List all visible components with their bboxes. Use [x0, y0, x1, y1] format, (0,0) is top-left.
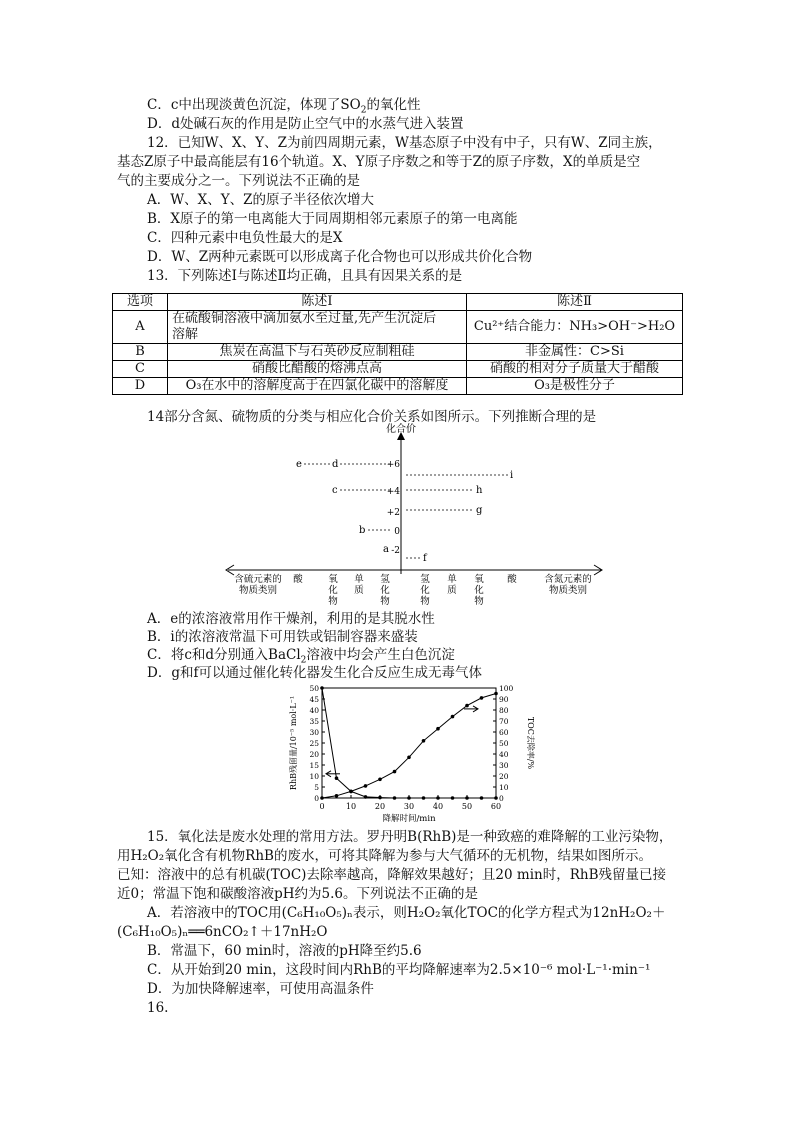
y-left-tick-label: 15: [309, 761, 319, 770]
toc-data-point: [465, 704, 469, 708]
cat-acid-s: 酸: [293, 574, 303, 585]
table-cell-option: B: [113, 344, 168, 361]
table-row: [113, 361, 683, 378]
toc-data-point: [407, 756, 411, 760]
y-left-tick-label: 20: [309, 750, 319, 759]
q12-stem-line3: 气的主要成分之一。下列说法不正确的是: [117, 173, 360, 189]
tick-plus2: +2: [386, 508, 400, 518]
table-cell-statement1: [168, 311, 467, 344]
cat-elem-n-2: 质: [447, 585, 457, 596]
table-row: [113, 344, 683, 361]
y-left-tick-label: 40: [309, 706, 319, 715]
rhb-toc-chart: [284, 680, 534, 830]
y-right-tick-label: 20: [499, 772, 509, 781]
label-a: a: [383, 544, 389, 555]
q15-option-a-line2: (C₆H₁₀O₅)ₙ══6nCO₂↑＋17nH₂O: [117, 924, 328, 940]
table-row: [113, 378, 683, 395]
table-cell-statement1: 硝酸比醋酸的熔沸点高: [168, 361, 467, 378]
toc-data-point: [436, 727, 440, 731]
table-header-cell: 选项: [113, 294, 168, 311]
cat-elem-s-2: 质: [354, 585, 364, 596]
cat-oxide-s-2: 化: [328, 585, 338, 596]
q12-stem-line1: 12．已知W、X、Y、Z为前四周期元素，W基态原子中没有中子，只有W、Z同主族，: [147, 135, 662, 151]
q12-option-a: A．W、X、Y、Z的原子半径依次增大: [147, 192, 375, 208]
cat-oxide-n-1: 氧: [474, 574, 484, 585]
label-e: e: [296, 459, 302, 470]
q14-stem: 14部分含氮、硫物质的分类与相应化合价关系如图所示。下列推断合理的是: [147, 409, 597, 425]
label-f: f: [423, 553, 427, 564]
table-cell-option: D: [113, 378, 168, 395]
x-tick-label: 50: [461, 802, 473, 811]
q14-option-d: D．g和f可以通过催化转化器发生化合反应生成无毒气体: [147, 665, 482, 681]
s-class-line2: 物质类别: [238, 585, 278, 596]
x-axis-label: 降解时间/min: [382, 814, 436, 824]
q11-option-d: D．d处碱石灰的作用是防止空气中的水蒸气进入装置: [147, 116, 464, 132]
x-tick-label: 40: [432, 802, 444, 811]
toc-data-point: [349, 790, 353, 794]
y-left-tick-label: 10: [309, 772, 319, 781]
rhb-data-point: [320, 686, 324, 690]
cat-hydride-s-1: 氢: [380, 574, 390, 585]
q12-option-d: D．W、Z两种元素既可以形成离子化合物也可以形成共价化合物: [147, 249, 533, 265]
toc-data-point: [393, 770, 397, 774]
table-row: [113, 311, 683, 344]
tick-zero: 0: [394, 527, 400, 537]
label-g: g: [476, 505, 483, 516]
label-h: h: [476, 485, 483, 496]
q12-stem-line2: 基态Z原子中最高能层有16个轨道。X、Y原子序数之和等于Z的原子序数，X的单质是空: [117, 154, 641, 170]
cat-hydride-s-2: 化: [380, 585, 390, 596]
rhb-data-point: [451, 796, 455, 800]
q15-option-b: B．常温下，60 min时，溶液的pH降至约5.6: [147, 943, 422, 959]
valence-diagram: [220, 424, 610, 607]
y-left-tick-label: 0: [314, 794, 319, 803]
q14-option-c: C．将c和d分别通入BaCl$_2$溶液中均会产生白色沉淀: [147, 647, 455, 666]
label-c: c: [332, 485, 338, 496]
y-left-tick-label: 30: [309, 728, 319, 737]
q15-option-a-line1: A．若溶液中的TOC用(C₆H₁₀O₅)ₙ表示，则H₂O₂氧化TOC的化学方程式为12nH₂O₂＋: [147, 905, 666, 921]
table-header-row: [113, 294, 683, 311]
table-cell-statement2: 非金属性：C>Si: [467, 344, 683, 361]
tick-minus2: -2: [391, 546, 400, 556]
toc-data-point: [451, 715, 455, 719]
table-cell-statement2: 硝酸的相对分子质量大于醋酸: [467, 361, 683, 378]
table-cell-statement1: O₃在水中的溶解度高于在四氯化碳中的溶解度: [168, 378, 467, 395]
cat-oxide-n-2: 化: [474, 585, 484, 596]
rhb-data-point: [494, 796, 498, 800]
table-header-cell: 陈述Ⅱ: [467, 294, 683, 311]
q15-stem-line4: 近0；常温下饱和碳酸溶液pH约为5.6。下列说法不正确的是: [117, 886, 478, 902]
axis-title: 化合价: [386, 424, 416, 435]
x-tick-label: 30: [403, 802, 415, 811]
q12-option-b: B．X原子的第一电离能大于同周期相邻元素原子的第一电离能: [147, 211, 518, 227]
q13-stem: 13．下列陈述Ⅰ与陈述Ⅱ均正确，且具有因果关系的是: [147, 268, 463, 284]
q15-option-c: C．从开始到20 min，这段时间内RhB的平均降解速率为2.5×10⁻⁶ mol·L⁻¹·min⁻¹: [147, 962, 651, 978]
rhb-data-point: [465, 796, 469, 800]
cat-elem-s-1: 单: [354, 574, 364, 585]
q13-table: [112, 293, 683, 395]
y-right-tick-label: 100: [499, 684, 514, 693]
y-right-tick-label: 70: [499, 717, 509, 726]
toc-data-point: [335, 794, 339, 798]
y-left-tick-label: 45: [309, 695, 319, 704]
cat-hydride-n-1: 氢: [420, 574, 430, 585]
rhb-data-point: [364, 795, 368, 799]
toc-data-point: [378, 778, 382, 782]
y-right-tick-label: 60: [499, 728, 509, 737]
n-class-line2: 物质类别: [548, 585, 588, 596]
q16-number: 16.: [147, 1000, 169, 1016]
y-left-tick-label: 5: [314, 783, 319, 792]
label-i: i: [510, 470, 514, 481]
y-right-tick-label: 80: [499, 706, 509, 715]
label-d: d: [332, 459, 339, 470]
y-left-tick-label: 50: [309, 684, 319, 693]
cat-elem-n-1: 单: [447, 574, 457, 585]
y-left-tick-label: 25: [309, 739, 319, 748]
rhb-data-point: [422, 796, 426, 800]
q14-option-a: A．e的浓溶液常用作干燥剂，利用的是其脱水性: [147, 611, 435, 627]
q15-option-d: D．为加快降解速率，可使用高温条件: [147, 981, 374, 997]
statement1-line1: 在硫酸铜溶液中滴加氨水至过量,先产生沉淀后: [172, 311, 437, 326]
table-cell-statement2: O₃是极性分子: [467, 378, 683, 395]
cat-hydride-n-2: 化: [420, 585, 430, 596]
toc-data-point: [422, 739, 426, 743]
y-right-tick-label: 0: [499, 794, 504, 803]
q15-stem-line3: 已知：溶液中的总有机碳(TOC)去除率越高，降解效果越好；且20 min时，RhB残留量已接: [117, 867, 666, 883]
table-cell-statement1: 焦炭在高温下与石英砂反应制粗硅: [168, 344, 467, 361]
y-right-axis-label: TOC去除率/%: [526, 716, 535, 770]
cat-oxide-s-3: 物: [328, 596, 338, 607]
y-right-tick-label: 40: [499, 750, 509, 759]
tick-plus4: +4: [386, 487, 400, 497]
rhb-data-point: [436, 796, 440, 800]
cat-oxide-s-1: 氧: [328, 574, 338, 585]
rhb-data-point: [407, 796, 411, 800]
label-b: b: [359, 525, 366, 536]
q15-stem-line1: 15．氧化法是废水处理的常用方法。罗丹明B(RhB)是一种致癌的难降解的工业污染物，: [147, 829, 673, 845]
y-right-tick-label: 30: [499, 761, 509, 770]
tick-plus6: +6: [386, 460, 400, 470]
rhb-data-point: [393, 796, 397, 800]
n-class-line1: 含氮元素的: [544, 574, 592, 585]
y-right-tick-label: 50: [499, 739, 509, 748]
q11-option-c: C．c中出现淡黄色沉淀，体现了$SO_2$的氧化性: [147, 97, 421, 116]
table-cell-statement2: Cu²⁺结合能力：NH₃>OH⁻>H₂O: [467, 311, 683, 344]
statement1-line2: 溶解: [172, 327, 199, 342]
rhb-data-point: [378, 796, 382, 800]
toc-data-point: [364, 784, 368, 788]
toc-data-point: [320, 796, 324, 800]
y-right-tick-label: 90: [499, 695, 509, 704]
cat-acid-n: 酸: [507, 574, 517, 585]
q15-stem-line2: 用H₂O₂氧化含有机物RhB的废水，可将其降解为参与大气循环的无机物，结果如图所示。: [117, 848, 652, 864]
y-left-axis-label: RhB残留量/10⁻⁵ mol·L⁻¹: [289, 695, 298, 791]
cat-hydride-n-3: 物: [420, 596, 430, 607]
x-tick-label: 20: [374, 802, 386, 811]
toc-data-point: [480, 696, 484, 700]
q12-option-c: C．四种元素中电负性最大的是X: [147, 230, 343, 246]
q14-option-b: B．i的浓溶液常温下可用铁或铝制容器来盛装: [147, 629, 418, 645]
x-tick-label: 0: [319, 802, 325, 811]
x-tick-label: 60: [490, 802, 502, 811]
y-left-tick-label: 35: [309, 717, 319, 726]
table-cell-option: A: [113, 311, 168, 344]
rhb-data-point: [335, 776, 339, 780]
rhb-data-point: [480, 796, 484, 800]
table-cell-option: C: [113, 361, 168, 378]
toc-data-point: [494, 692, 498, 696]
cat-oxide-n-3: 物: [474, 596, 484, 607]
y-right-tick-label: 10: [499, 783, 509, 792]
x-tick-label: 10: [345, 802, 357, 811]
s-class-line1: 含硫元素的: [234, 574, 282, 585]
cat-hydride-s-3: 物: [380, 596, 390, 607]
table-header-cell: 陈述Ⅰ: [168, 294, 467, 311]
